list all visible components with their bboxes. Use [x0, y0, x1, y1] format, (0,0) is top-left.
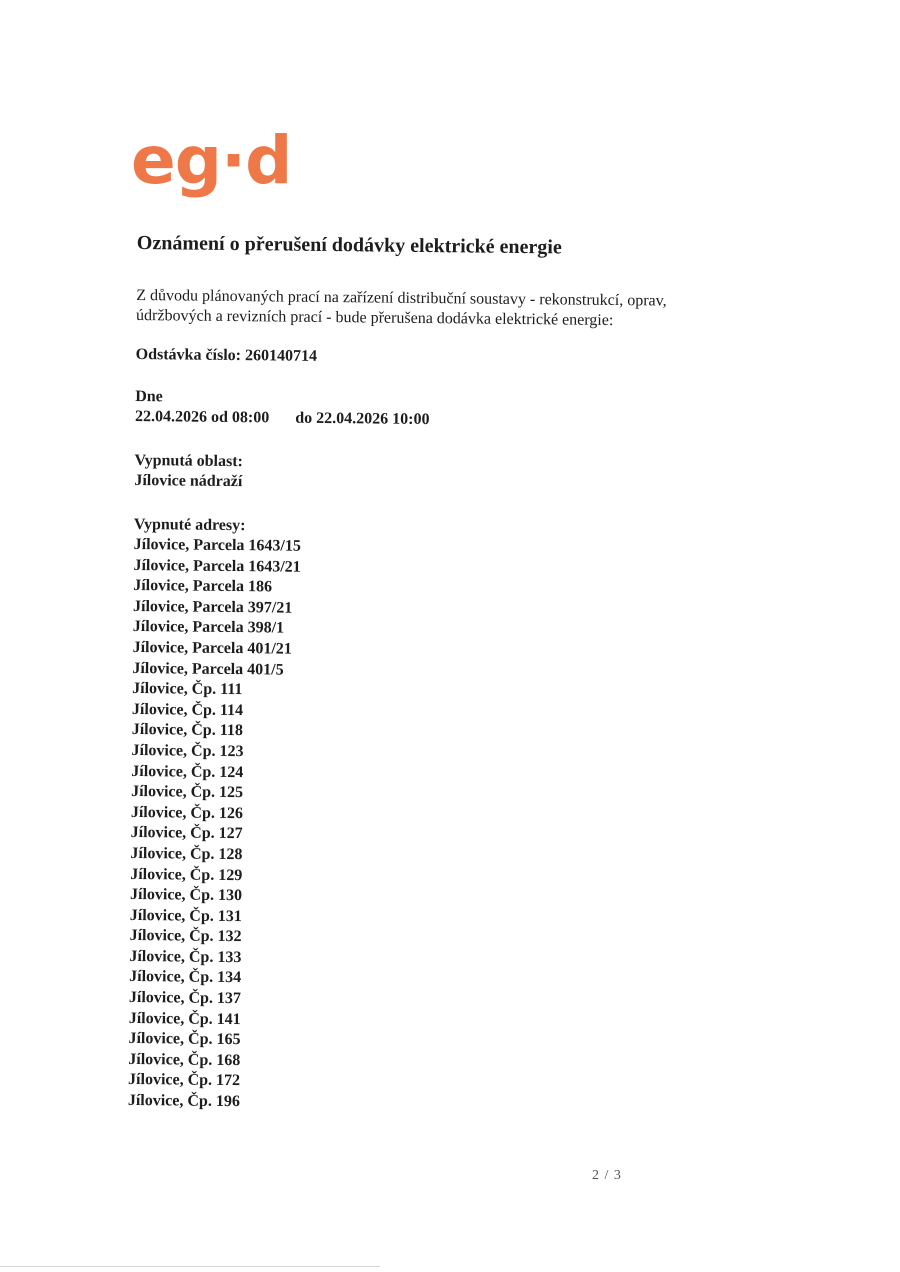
address-item: Jílovice, Čp. 124	[131, 762, 244, 781]
address-item: Jílovice, Čp. 130	[129, 886, 243, 905]
date-label: Dne	[135, 387, 163, 406]
address-item: Jílovice, Čp. 141	[128, 1009, 241, 1028]
address-item: Jílovice, Čp. 133	[129, 947, 242, 967]
address-item: Jílovice, Čp. 165	[128, 1030, 241, 1049]
address-item: Jílovice, Čp. 137	[128, 989, 242, 1008]
date-to: do 22.04.2026 10:00	[295, 409, 430, 429]
area-label: Vypnutá oblast:	[134, 451, 244, 471]
address-item: Jílovice, Čp. 125	[131, 783, 244, 802]
address-item: Jílovice, Čp. 196	[127, 1091, 240, 1111]
addresses-label: Vypnuté adresy:	[133, 515, 246, 535]
address-item: Jílovice, Čp. 128	[130, 844, 243, 864]
address-item: Jílovice, Čp. 123	[131, 741, 244, 761]
address-item: Jílovice, Čp. 131	[129, 906, 242, 925]
outage-number: Odstávka číslo: 260140714	[135, 345, 318, 365]
address-item: Jílovice, Čp. 172	[128, 1071, 241, 1090]
egd-logo: eg·d	[131, 122, 292, 199]
notice-intro: Z důvodu plánovaných prací na zařízení distribuční soustavy - rekonstrukcí, oprav, údržbových a revizních prací - bude přerušena dodávka elektrické energie:	[136, 286, 667, 329]
page-number: 2 / 3	[592, 1168, 622, 1183]
notice-title: Oznámení o přerušení dodávky elektrické energie	[136, 231, 562, 259]
address-item: Jílovice, Čp. 114	[131, 700, 244, 719]
address-item: Jílovice, Parcela 186	[133, 577, 273, 596]
address-item: Jílovice, Parcela 397/21	[132, 597, 293, 617]
area-value: Jílovice nádraží	[134, 471, 243, 491]
scan-edge-line	[0, 1266, 380, 1267]
address-item: Jílovice, Parcela 1643/15	[133, 535, 302, 555]
address-item: Jílovice, Čp. 129	[130, 865, 243, 884]
address-item: Jílovice, Parcela 1643/21	[133, 556, 301, 576]
address-item: Jílovice, Parcela 401/21	[132, 638, 292, 658]
address-item: Jílovice, Čp. 127	[130, 824, 243, 843]
date-from: 22.04.2026 od 08:00	[134, 407, 270, 427]
address-item: Jílovice, Čp. 132	[129, 927, 242, 946]
address-item: Jílovice, Čp. 168	[128, 1050, 241, 1069]
address-item: Jílovice, Čp. 118	[131, 721, 243, 740]
address-item: Jílovice, Parcela 398/1	[132, 618, 285, 637]
address-list	[128, 535, 754, 1118]
address-item: Jílovice, Čp. 111	[132, 680, 243, 699]
notice-content	[128, 230, 757, 1118]
address-item: Jílovice, Parcela 401/5	[132, 659, 284, 679]
address-item: Jílovice, Čp. 134	[129, 968, 242, 987]
address-item: Jílovice, Čp. 126	[130, 803, 243, 822]
